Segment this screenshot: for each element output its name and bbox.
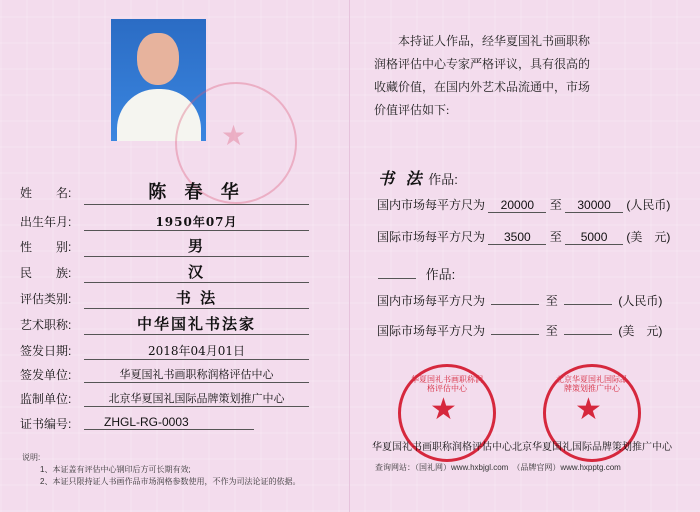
section1-domestic-min: 20000: [488, 198, 546, 213]
supervisor-label: 监制单位:: [20, 392, 72, 406]
section1-intl-label: 国际市场每平方尺为: [377, 230, 486, 244]
seal-star-icon: ★: [575, 392, 602, 427]
section2-domestic-to: 至: [545, 294, 558, 308]
section1-title: [378, 166, 458, 189]
notes-line-2: 2、本证只限持证人书画作品市场润格参数使用，不作为司法论证的依据。: [40, 477, 301, 486]
section2-domestic-label: 国内市场每平方尺为: [377, 294, 486, 308]
section2-suffix: 作品:: [425, 267, 456, 282]
section2-work-type-blank: [378, 278, 416, 279]
notes: [22, 452, 300, 488]
gender-value: 男: [84, 235, 309, 257]
section1-intl-min: 3500: [488, 230, 546, 245]
section1-intl-to: 至: [549, 230, 562, 244]
section2-intl-to: 至: [545, 324, 558, 338]
issue-date-label: 签发日期:: [20, 344, 72, 358]
issue-date-value: 2018年04月01日: [84, 342, 309, 360]
intro-line-2: 润格评估中心专家严格评议，具有很高的: [374, 57, 591, 71]
section2-intl-min-blank: [491, 334, 539, 335]
section1-suffix: 作品:: [428, 172, 458, 187]
section1-domestic-row: [377, 196, 670, 213]
birth-value: 1950年07月: [84, 213, 309, 231]
evaluation-center-seal-text: 华夏国礼书画职称润格评估中心: [411, 375, 483, 393]
notes-line-1: 1、本证盖有评估中心钢印后方可长期有效;: [40, 465, 191, 474]
intro-line-3: 收藏价值，在国内外艺术品流通中，市场: [374, 80, 591, 94]
art-title-label: 艺术职称:: [20, 318, 72, 332]
photo-face: [137, 33, 179, 85]
brand-center-name: 北京华夏国礼国际品牌策划推广中心: [512, 442, 672, 453]
section1-intl-unit: (美 元): [626, 230, 671, 244]
birth-label: 出生年月:: [20, 215, 72, 229]
section1-intl-max: 5000: [565, 230, 623, 245]
fold-line: [349, 0, 350, 512]
category-value: 书 法: [84, 287, 309, 309]
name-value: 陈 春 华: [84, 178, 309, 205]
issuer-label: 签发单位:: [20, 368, 72, 382]
section2-intl-row: [377, 322, 662, 339]
brand-center-seal-text: 北京华夏国礼国际品牌策划推广中心: [556, 375, 628, 393]
category-label: 评估类别:: [20, 292, 72, 306]
cert-no-label: 证书编号:: [20, 417, 72, 431]
notes-title: 说明:: [22, 453, 41, 462]
section1-work-type: 书 法: [378, 169, 425, 188]
gender-label: 性 别:: [20, 240, 72, 254]
ethnicity-label: 民 族:: [20, 266, 72, 280]
section2-domestic-max-blank: [564, 304, 612, 305]
seal-star-icon: ★: [430, 392, 457, 427]
intro-paragraph: [374, 30, 674, 122]
intro-line-1: 本持证人作品，经华夏国礼书画职称: [398, 34, 591, 48]
section2-domestic-row: [377, 292, 662, 309]
section1-domestic-max: 30000: [565, 198, 623, 213]
section2-intl-max-blank: [564, 334, 612, 335]
intro-line-4: 价值评估如下:: [374, 103, 450, 117]
art-title-value: 中华国礼书法家: [84, 313, 309, 335]
name-label: 姓 名:: [20, 186, 72, 200]
star-icon: ★: [221, 119, 247, 152]
supervisor-value: 北京华夏国礼国际品牌策划推广中心: [84, 390, 309, 407]
issuer-value: 华夏国礼书画职称润格评估中心: [84, 366, 309, 383]
section1-domestic-label: 国内市场每平方尺为: [377, 198, 486, 212]
section2-domestic-unit: (人民币): [618, 294, 663, 308]
section2-intl-label: 国际市场每平方尺为: [377, 324, 486, 338]
section2-domestic-min-blank: [491, 304, 539, 305]
section2-title: [378, 264, 455, 283]
evaluation-center-name: 华夏国礼书画职称润格评估中心: [372, 442, 512, 453]
ethnicity-value: 汉: [84, 261, 309, 283]
section1-domestic-to: 至: [549, 198, 562, 212]
cert-no-value: ZHGL-RG-0003: [84, 415, 254, 430]
section1-domestic-unit: (人民币): [626, 198, 671, 212]
section2-intl-unit: (美 元): [618, 324, 663, 338]
section1-intl-row: [377, 228, 670, 245]
query-websites: 查询网站：（国礼网）www.hxbjgl.com （品牌官网）www.hxpptg.com: [375, 463, 621, 472]
